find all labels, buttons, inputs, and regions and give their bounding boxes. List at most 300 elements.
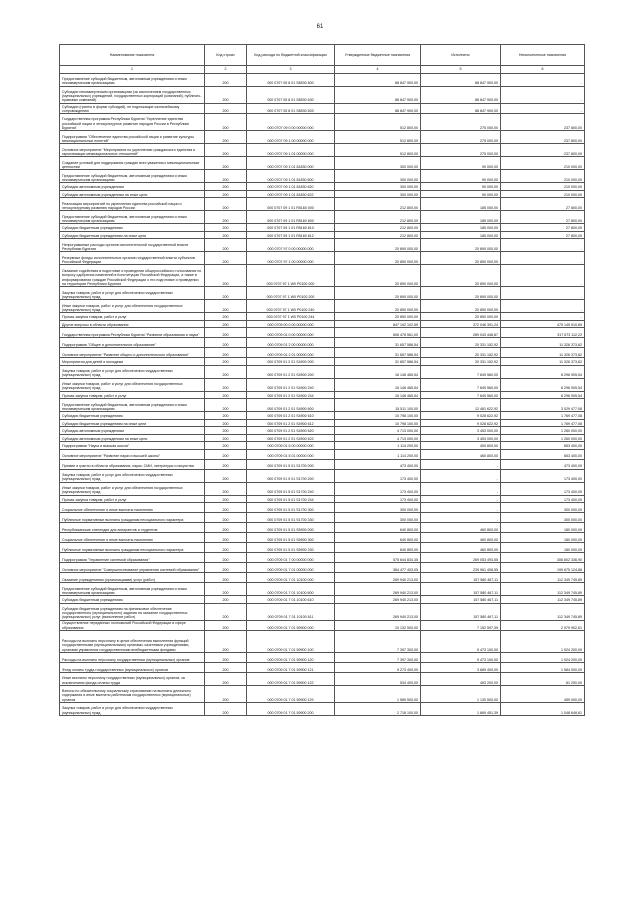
row-remaining-cell: 180 000,00	[501, 543, 585, 553]
row-name-cell: Закупка товаров, работ и услуг для обеспечения государственных (муниципальных) нужд	[60, 469, 205, 482]
row-line-code-cell: 200	[205, 114, 247, 131]
row-remaining-cell: 173 400,00	[501, 469, 585, 482]
row-line-code-cell: 200	[205, 533, 247, 543]
row-remaining-cell: 317 673 112,22	[501, 328, 585, 338]
row-name-cell: Подпрограмма "Общее и дополнительное образование"	[60, 338, 205, 348]
row-executed-cell: -	[421, 459, 501, 469]
table-row	[60, 503, 585, 513]
row-budget-code-cell: 000 0709 01 7 01 59900 100	[247, 631, 335, 653]
row-remaining-cell: 653 400,00	[501, 449, 585, 459]
row-remaining-cell: 11 326 373,62	[501, 348, 585, 358]
table-row	[60, 399, 585, 412]
row-name-cell: Прочая закупка товаров, работ и услуг	[60, 391, 205, 399]
row-remaining-cell: 8 296 905,54	[501, 391, 585, 399]
table-row	[60, 224, 585, 232]
row-approved-cell: 300 000,00	[335, 190, 421, 198]
row-line-code-cell: 200	[205, 631, 247, 653]
row-remaining-cell: 306 602 336,90	[501, 553, 585, 563]
row-executed-cell: -	[421, 503, 501, 513]
row-name-cell: Иные закупки товаров, работ и услуг для обеспечения государственных (муниципальных) нужд	[60, 378, 205, 391]
row-line-code-cell: 200	[205, 503, 247, 513]
row-name-cell: Оказание учреждениями (организациями) услуг (работ)	[60, 573, 205, 583]
table-row	[60, 449, 585, 459]
row-remaining-cell: 173 400,00	[501, 482, 585, 495]
row-executed-cell: 157 580 467,11	[421, 583, 501, 596]
column-number: 1	[60, 66, 205, 74]
row-executed-cell: 7 849 560,00	[421, 365, 501, 378]
row-remaining-cell: 173 400,00	[501, 495, 585, 503]
table-row	[60, 703, 585, 716]
row-name-cell: Субсидии бюджетным учреждениям на финансовое обеспечение государственного (муниципального) задания на оказание государственных (муниципальных) услуг (выполнение работ)	[60, 603, 205, 620]
row-name-cell: Другие вопросы в области образования	[60, 320, 205, 328]
row-name-cell: Предоставление субсидий бюджетным, автономным учреждениям и иным некоммерческим организациям	[60, 211, 205, 224]
row-executed-cell: 460 800,00	[421, 449, 501, 459]
table-row	[60, 328, 585, 338]
row-approved-cell: 212 800,00	[335, 211, 421, 224]
row-remaining-cell: 112 349 745,89	[501, 573, 585, 583]
row-name-cell: Подпрограмма "Управление системой образования"	[60, 553, 205, 563]
row-budget-code-cell: 000 0709 01 5 01 S5900 330	[247, 543, 335, 553]
table-row	[60, 131, 585, 144]
row-line-code-cell: 200	[205, 144, 247, 157]
row-budget-code-cell: 000 0707 97 1 W0 P0100 240	[247, 300, 335, 313]
row-approved-cell: 31 657 586,54	[335, 358, 421, 366]
row-executed-cell: 185 000,00	[421, 198, 501, 211]
table-row	[60, 348, 585, 358]
row-line-code-cell: 200	[205, 300, 247, 313]
column-number-row	[60, 66, 585, 74]
row-line-code-cell: 200	[205, 338, 247, 348]
row-executed-cell: 20 890 000,00	[421, 287, 501, 300]
row-budget-code-cell: 000 0709 01 7 01 10100 000	[247, 573, 335, 583]
column-header-line-code: Код строки	[205, 45, 247, 66]
row-name-cell: Субсидии бюджетным учреждениям	[60, 224, 205, 232]
row-name-cell: Расходы на выплаты персоналу в целях обеспечения выполнения функций государственными (муниципальными) органами, казенными учреждениями, органами управления государственными внебюджетными фондами	[60, 631, 205, 653]
row-budget-code-cell: 000 0707 05 8 01 S8530 600	[247, 74, 335, 87]
row-remaining-cell: 210 000,00	[501, 157, 585, 170]
row-budget-code-cell: 000 0707 09 1 01 81830 000	[247, 157, 335, 170]
row-executed-cell: 12 481 622,92	[421, 399, 501, 412]
row-line-code-cell: 200	[205, 198, 247, 211]
table-row	[60, 74, 585, 87]
row-budget-code-cell: 000 0707 97 1 W0 P0100 000	[247, 265, 335, 287]
row-line-code-cell: 200	[205, 663, 247, 673]
row-line-code-cell: 200	[205, 419, 247, 427]
row-executed-cell: 5 473 100,00	[421, 631, 501, 653]
row-executed-cell: 239 961 408,55	[421, 563, 501, 573]
row-remaining-cell: 180 000,00	[501, 523, 585, 533]
row-remaining-cell: -	[501, 313, 585, 321]
row-name-cell: Субсидии автономным учреждениям	[60, 183, 205, 191]
row-name-cell: Публичные нормативные выплаты гражданам несоциального характера	[60, 513, 205, 523]
row-name-cell: Субсидии некоммерческим организациям (за исключением государственных (муниципальных) учреждений, государственных корпораций (компаний), публично-правовых компаний)	[60, 87, 205, 104]
row-line-code-cell: 200	[205, 449, 247, 459]
row-name-cell: Основное мероприятие "Мероприятия по укреплению гражданского единства и гармонизации межнациональных отношений"	[60, 144, 205, 157]
row-approved-cell: 20 890 000,00	[335, 313, 421, 321]
row-remaining-cell: -	[501, 287, 585, 300]
row-executed-cell: -	[421, 513, 501, 523]
row-approved-cell: 606 476 561,00	[335, 328, 421, 338]
table-row	[60, 114, 585, 131]
row-line-code-cell: 200	[205, 459, 247, 469]
row-remaining-cell: 473 400,00	[501, 459, 585, 469]
row-name-cell: Фонд оплаты труда государственных (муниципальных) органов	[60, 663, 205, 673]
row-remaining-cell: 1 260 000,00	[501, 427, 585, 435]
row-line-code-cell: 200	[205, 328, 247, 338]
table-row	[60, 252, 585, 265]
row-remaining-cell: 210 000,00	[501, 190, 585, 198]
row-name-cell: Подпрограмма "Наука и высшая школа"	[60, 442, 205, 450]
row-approved-cell: 269 940 213,00	[335, 573, 421, 583]
row-executed-cell: 157 580 467,11	[421, 603, 501, 620]
column-header-budget-code: Код расхода по бюджетной классификации	[247, 45, 335, 66]
row-name-cell: Республиканские стипендии для аспирантов и студентов	[60, 523, 205, 533]
row-executed-cell: 157 580 467,11	[421, 573, 501, 583]
row-budget-code-cell: 000 0709 01 7 01 59900 000	[247, 620, 335, 630]
row-budget-code-cell: 000 0709 01 5 01 S1700 244	[247, 495, 335, 503]
row-executed-cell: 453 200,00	[421, 673, 501, 686]
row-executed-cell: 9 028 622,92	[421, 419, 501, 427]
row-executed-cell: 3 453 000,00	[421, 434, 501, 442]
column-header-executed: Исполнено	[421, 45, 501, 66]
row-approved-cell: 300 000,00	[335, 157, 421, 170]
row-name-cell: Субсидии автономным учреждениям	[60, 427, 205, 435]
row-line-code-cell: 200	[205, 211, 247, 224]
row-remaining-cell: 8 296 905,54	[501, 378, 585, 391]
row-line-code-cell: 200	[205, 190, 247, 198]
row-approved-cell: 20 890 000,00	[335, 252, 421, 265]
row-budget-code-cell: 000 0709 01 7 00 00000 000	[247, 553, 335, 563]
row-executed-cell: 9 028 622,92	[421, 412, 501, 420]
row-line-code-cell: 200	[205, 513, 247, 523]
row-budget-code-cell: 000 0707 97 0 00 00000 000	[247, 239, 335, 252]
row-remaining-cell: 653 400,00	[501, 442, 585, 450]
row-budget-code-cell: 000 0709 01 7 01 59900 200	[247, 703, 335, 716]
row-budget-code-cell: 000 0709 01 2 01 S4900 244	[247, 391, 335, 399]
row-line-code-cell: 200	[205, 399, 247, 412]
row-line-code-cell: 200	[205, 378, 247, 391]
row-budget-code-cell: 000 0707 97 1 W0 P0100 244	[247, 313, 335, 321]
row-approved-cell: 16 146 465,54	[335, 378, 421, 391]
row-approved-cell: 269 940 213,00	[335, 603, 421, 620]
row-executed-cell: 90 000,00	[421, 157, 501, 170]
table-row	[60, 583, 585, 596]
page-number: 61	[316, 24, 324, 30]
row-name-cell: Субсидии автономным учреждениям на иные цели	[60, 190, 205, 198]
row-approved-cell: 20 890 000,00	[335, 287, 421, 300]
row-remaining-cell: 300 000,00	[501, 513, 585, 523]
row-line-code-cell: 200	[205, 573, 247, 583]
row-name-cell: Предоставление субсидий бюджетным, автономным учреждениям и иным некоммерческим организациям	[60, 583, 205, 596]
column-number: 5	[421, 66, 501, 74]
row-executed-cell: 185 000,00	[421, 231, 501, 239]
row-approved-cell: 16 146 465,54	[335, 391, 421, 399]
row-name-cell: Прочая закупка товаров, работ и услуг	[60, 313, 205, 321]
row-line-code-cell: 200	[205, 348, 247, 358]
row-line-code-cell: 200	[205, 653, 247, 663]
row-budget-code-cell: 000 0709 01 2 01 S4900 200	[247, 365, 335, 378]
row-executed-cell: 372 046 391,24	[421, 320, 501, 328]
table-row	[60, 442, 585, 450]
row-remaining-cell: 3 029 477,08	[501, 399, 585, 412]
row-executed-cell: 90 000,00	[421, 183, 501, 191]
row-budget-code-cell: 000 0707 05 8 01 S8530 633	[247, 104, 335, 114]
row-approved-cell: 4 713 000,00	[335, 434, 421, 442]
row-approved-cell: 640 800,00	[335, 543, 421, 553]
row-approved-cell: 173 400,00	[335, 495, 421, 503]
row-executed-cell: 289 043 448,87	[421, 328, 501, 338]
row-executed-cell: 7 152 597,39	[421, 620, 501, 630]
row-name-cell: Расходы на выплаты персоналу государственных (муниципальных) органов	[60, 653, 205, 663]
row-approved-cell: 1 114 200,00	[335, 442, 421, 450]
row-name-cell: Создание условий для поддержания граждан всех уважения к межнациональным ценностям	[60, 157, 205, 170]
row-line-code-cell: 200	[205, 434, 247, 442]
row-line-code-cell: 200	[205, 358, 247, 366]
row-budget-code-cell: 000 0707 09 1 01 R5160 000	[247, 198, 335, 211]
row-name-cell: Закупка товаров, работ и услуг для обеспечения государственных (муниципальных) нужд	[60, 703, 205, 716]
row-line-code-cell: 200	[205, 412, 247, 420]
row-executed-cell: 20 890 000,00	[421, 252, 501, 265]
row-approved-cell: 212 800,00	[335, 224, 421, 232]
row-budget-code-cell: 000 0707 97 1 W0 P0100 200	[247, 287, 335, 300]
row-remaining-cell: 1 769 477,08	[501, 412, 585, 420]
row-name-cell: Закупка товаров, работ и услуг для обеспечения государственных (муниципальных) нужд	[60, 365, 205, 378]
column-number: 6	[501, 66, 585, 74]
row-executed-cell: 275 000,00	[421, 144, 501, 157]
row-approved-cell: 640 800,00	[335, 533, 421, 543]
row-approved-cell: 10 798 100,00	[335, 412, 421, 420]
row-approved-cell: 575 644 834,35	[335, 553, 421, 563]
row-name-cell: Непрограммные расходы органов исполнительной государственной власти Республики Бурятия	[60, 239, 205, 252]
row-remaining-cell: 27 800,00	[501, 211, 585, 224]
row-approved-cell: 88 847 900,00	[335, 104, 421, 114]
row-remaining-cell: 112 349 745,89	[501, 596, 585, 604]
row-approved-cell: 88 847 900,00	[335, 87, 421, 104]
row-budget-code-cell: 000 0707 09 1 01 00000 000	[247, 144, 335, 157]
row-line-code-cell: 200	[205, 74, 247, 87]
row-remaining-cell: 11 326 373,62	[501, 358, 585, 366]
row-budget-code-cell: 000 0709 01 7 01 10100 600	[247, 583, 335, 596]
row-budget-code-cell: 000 0707 09 1 01 81830 620	[247, 183, 335, 191]
row-line-code-cell: 200	[205, 703, 247, 716]
row-approved-cell: 31 657 586,54	[335, 348, 421, 358]
row-name-cell: Субсидии бюджетным учреждениям на иные цели	[60, 231, 205, 239]
row-executed-cell: 3 689 400,00	[421, 663, 501, 673]
column-number: 3	[247, 66, 335, 74]
row-name-cell: Государственная программа Республики Бурятия "Укрепление единства российской нации и этнокультурное развитие народов России в Республике Бурятия"	[60, 114, 205, 131]
row-approved-cell: 20 890 000,00	[335, 239, 421, 252]
row-approved-cell: 847 192 102,59	[335, 320, 421, 328]
row-approved-cell: 512 800,00	[335, 114, 421, 131]
row-line-code-cell: 200	[205, 239, 247, 252]
table-row	[60, 287, 585, 300]
row-line-code-cell: 200	[205, 495, 247, 503]
row-executed-cell: 157 580 467,11	[421, 596, 501, 604]
row-remaining-cell: -	[501, 239, 585, 252]
row-name-cell: Субсидии бюджетным учреждениям на иные цели	[60, 419, 205, 427]
row-budget-code-cell: 000 0709 01 2 01 S4900 612	[247, 419, 335, 427]
row-budget-code-cell: 000 0709 01 2 01 S4900 610	[247, 412, 335, 420]
row-executed-cell: 88 847 900,00	[421, 74, 501, 87]
row-remaining-cell: -	[501, 104, 585, 114]
table-row	[60, 513, 585, 523]
row-budget-code-cell: 000 0709 01 2 01 S4900 620	[247, 427, 335, 435]
table-row	[60, 183, 585, 191]
table-row	[60, 157, 585, 170]
row-remaining-cell: -	[501, 300, 585, 313]
row-budget-code-cell: 000 0709 01 5 01 S5900 000	[247, 523, 335, 533]
row-executed-cell: 90 000,00	[421, 190, 501, 198]
row-executed-cell: 20 890 000,00	[421, 239, 501, 252]
row-remaining-cell: 27 800,00	[501, 198, 585, 211]
row-remaining-cell: 475 145 910,65	[501, 320, 585, 328]
row-line-code-cell: 200	[205, 252, 247, 265]
row-executed-cell: 185 000,00	[421, 224, 501, 232]
row-remaining-cell: 1 769 477,08	[501, 419, 585, 427]
table-row	[60, 663, 585, 673]
table-row	[60, 543, 585, 553]
row-approved-cell: 1 589 500,00	[335, 686, 421, 703]
row-line-code-cell: 200	[205, 620, 247, 630]
table-row	[60, 482, 585, 495]
row-budget-code-cell: 000 0709 01 2 01 S4900 600	[247, 399, 335, 412]
row-budget-code-cell: 000 0709 01 7 01 59900 122	[247, 673, 335, 686]
row-budget-code-cell: 000 0707 09 1 01 R5160 600	[247, 211, 335, 224]
row-name-cell: Субсидии (гранты в форме субсидий), не подлежащие казначейскому сопровождению	[60, 104, 205, 114]
row-executed-cell: 7 849 560,00	[421, 391, 501, 399]
row-line-code-cell: 200	[205, 287, 247, 300]
row-budget-code-cell: 000 0709 01 5 01 S1700 240	[247, 482, 335, 495]
table-row	[60, 198, 585, 211]
row-line-code-cell: 200	[205, 391, 247, 399]
row-budget-code-cell: 000 0709 01 2 01 S4900 622	[247, 434, 335, 442]
row-budget-code-cell: 000 0709 01 2 01 00000 000	[247, 348, 335, 358]
row-approved-cell: 300 000,00	[335, 183, 421, 191]
row-remaining-cell: 1 048 648,61	[501, 703, 585, 716]
table-row	[60, 358, 585, 366]
row-remaining-cell: 1 924 200,00	[501, 631, 585, 653]
row-remaining-cell: 210 000,00	[501, 183, 585, 191]
row-line-code-cell: 200	[205, 320, 247, 328]
table-row	[60, 686, 585, 703]
table-row	[60, 231, 585, 239]
row-remaining-cell: 2 979 902,61	[501, 620, 585, 630]
row-line-code-cell: 200	[205, 603, 247, 620]
table-row	[60, 573, 585, 583]
row-executed-cell: 5 473 100,00	[421, 653, 501, 663]
row-executed-cell: 460 800,00	[421, 543, 501, 553]
table-header-row	[60, 45, 585, 66]
row-name-cell: Предоставление субсидий бюджетным, автономным учреждениям и иным некоммерческим организациям	[60, 74, 205, 87]
table-row	[60, 563, 585, 573]
row-executed-cell: 88 847 900,00	[421, 87, 501, 104]
row-line-code-cell: 200	[205, 469, 247, 482]
column-header-name: Наименование показателя	[60, 45, 205, 66]
row-line-code-cell: 200	[205, 673, 247, 686]
row-approved-cell: 5 273 400,00	[335, 663, 421, 673]
row-name-cell: Прочая закупка товаров, работ и услуг	[60, 495, 205, 503]
row-executed-cell: -	[421, 469, 501, 482]
table-row	[60, 469, 585, 482]
row-line-code-cell: 200	[205, 170, 247, 183]
row-remaining-cell: 11 326 373,62	[501, 338, 585, 348]
table-row	[60, 533, 585, 543]
row-budget-code-cell: 000 0707 97 1 00 00000 000	[247, 252, 335, 265]
row-approved-cell: 300 000,00	[335, 503, 421, 513]
row-remaining-cell: 199 675 124,88	[501, 563, 585, 573]
row-budget-code-cell: 000 0709 01 5 01 S1700 330	[247, 513, 335, 523]
row-approved-cell: 640 800,00	[335, 523, 421, 533]
row-remaining-cell: 210 000,00	[501, 170, 585, 183]
row-name-cell: Осуществление переданных полномочий Российской Федерации в сфере образования	[60, 620, 205, 630]
row-remaining-cell: 459 000,00	[501, 686, 585, 703]
row-approved-cell: 20 890 000,00	[335, 300, 421, 313]
row-approved-cell: 16 146 465,54	[335, 365, 421, 378]
row-approved-cell: 534 400,00	[335, 673, 421, 686]
row-executed-cell: 400 800,00	[421, 442, 501, 450]
row-approved-cell: 300 000,00	[335, 170, 421, 183]
row-executed-cell: 20 331 152,92	[421, 358, 501, 366]
row-executed-cell: 185 000,00	[421, 211, 501, 224]
row-approved-cell: 2 718 100,00	[335, 703, 421, 716]
row-name-cell: Субсидии автономным учреждениям на иные цели	[60, 434, 205, 442]
row-line-code-cell: 200	[205, 231, 247, 239]
row-budget-code-cell: 000 0707 09 1 01 R5160 610	[247, 224, 335, 232]
row-executed-cell: 460 800,00	[421, 523, 501, 533]
row-name-cell: Мероприятия для детей и молодежи	[60, 358, 205, 366]
table-row	[60, 365, 585, 378]
row-line-code-cell: 200	[205, 87, 247, 104]
row-approved-cell: 10 798 100,00	[335, 419, 421, 427]
row-budget-code-cell: 000 0709 01 2 01 S4900 000	[247, 358, 335, 366]
row-approved-cell: 173 400,00	[335, 482, 421, 495]
row-approved-cell: 269 940 213,00	[335, 583, 421, 596]
row-name-cell: Государственная программа Республики Бурятия "Развитие образования и науки"	[60, 328, 205, 338]
row-line-code-cell: 200	[205, 596, 247, 604]
row-executed-cell: 269 053 493,55	[421, 553, 501, 563]
row-name-cell: Публичные нормативные выплаты гражданам несоциального характера	[60, 543, 205, 553]
row-line-code-cell: 200	[205, 583, 247, 596]
row-budget-code-cell: 000 0709 01 5 01 S5900 300	[247, 533, 335, 543]
table-row	[60, 603, 585, 620]
row-executed-cell: -	[421, 482, 501, 495]
row-budget-code-cell: 000 0709 01 5 01 S1700 300	[247, 503, 335, 513]
column-number: 4	[335, 66, 421, 74]
row-remaining-cell: 112 349 745,89	[501, 583, 585, 596]
row-name-cell: Резервные фонды исполнительных органов государственной власти субъектов Российской Федерации	[60, 252, 205, 265]
table-row	[60, 144, 585, 157]
row-budget-code-cell: 000 0709 01 2 00 00000 000	[247, 338, 335, 348]
row-budget-code-cell: 000 0709 01 5 01 S1700 000	[247, 459, 335, 469]
row-line-code-cell: 200	[205, 553, 247, 563]
row-remaining-cell: 81 200,00	[501, 673, 585, 686]
table-row	[60, 313, 585, 321]
row-approved-cell: 1 114 200,00	[335, 449, 421, 459]
column-header-approved: Утвержденные бюджетные назначения	[335, 45, 421, 66]
column-number: 2	[205, 66, 247, 74]
row-approved-cell: 15 511 100,00	[335, 399, 421, 412]
row-budget-code-cell: 000 0707 09 1 01 81830 622	[247, 190, 335, 198]
table-row	[60, 391, 585, 399]
row-remaining-cell: 1 924 200,00	[501, 653, 585, 663]
row-approved-cell: 269 940 213,00	[335, 596, 421, 604]
table-row	[60, 320, 585, 328]
table-row	[60, 653, 585, 663]
row-approved-cell: 88 847 900,00	[335, 74, 421, 87]
row-executed-cell: -	[421, 495, 501, 503]
row-line-code-cell: 200	[205, 131, 247, 144]
row-budget-code-cell: 000 0707 09 0 00 00000 000	[247, 114, 335, 131]
